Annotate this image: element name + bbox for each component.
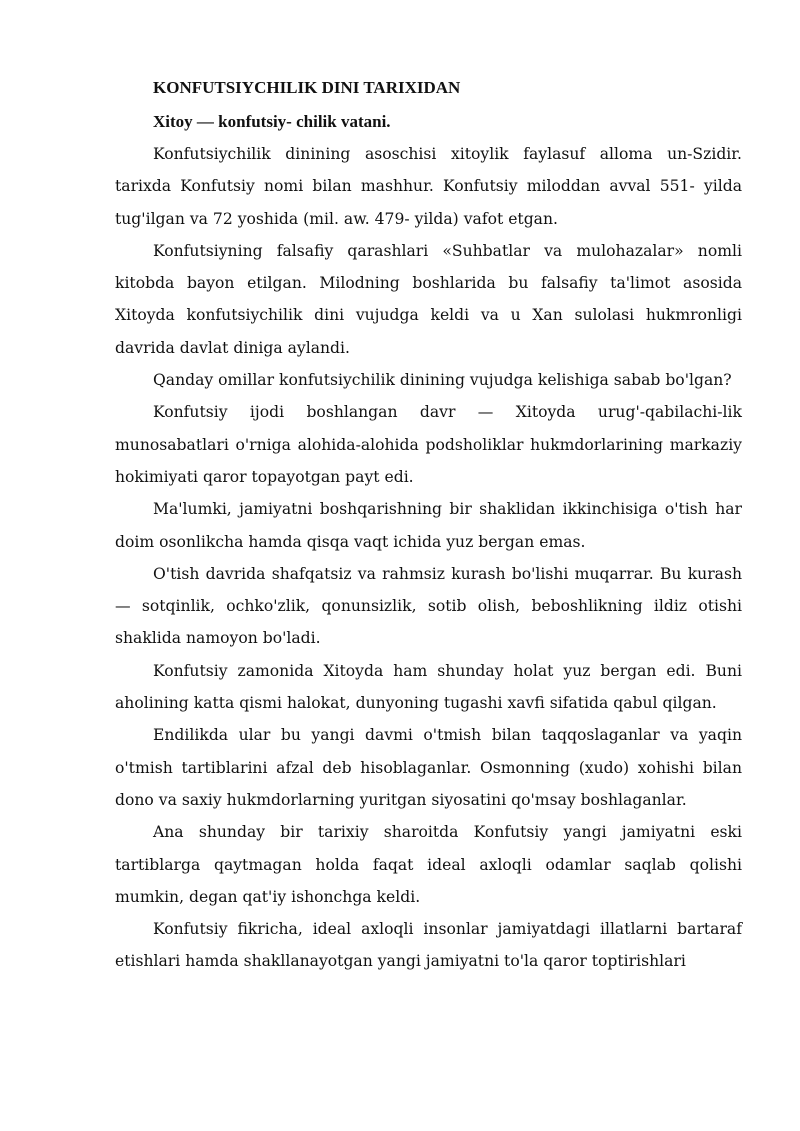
document-page — [115, 72, 742, 978]
paragraph: Ana shunday bir tarixiy sharoitda Konfutsiy yangi jamiyatni eski tartiblarga qaytmagan holda faqat ideal axloqli odamlar saqlab qolishi mumkin, degan qat'iy ishonchga keldi. — [115, 823, 742, 906]
paragraph: Konfutsiy fikricha, ideal axloqli insonlar jamiyatdagi illatlarni bartaraf etishlari hamda shakllanayotgan yangi jamiyatni to'la qaror toptirishlari — [115, 920, 742, 971]
document-title: KONFUTSIYCHILIK DINI TARIXIDAN — [153, 78, 461, 97]
paragraph: Konfutsiy ijodi boshlangan davr — Xitoyda urug'-qabilachi-lik munosabatlari o'rniga alohida-alohida podsholiklar hukmdorlarining markaziy hokimiyati qaror topayotgan payt edi. — [115, 403, 742, 486]
paragraph: Qanday omillar konfutsiychilik dinining vujudga kelishiga sabab bo'lgan? — [153, 371, 732, 390]
document-subtitle: Xitoy — konfutsiy- chilik vatani. — [153, 112, 391, 131]
paragraph: Endilikda ular bu yangi davmi o'tmish bilan taqqoslaganlar va yaqin o'tmish tartiblarini afzal deb hisoblaganlar. Osmonning (xudo) xohishi bilan dono va saxiy hukmdorlarning yuritgan siyosatini qo'msay boshlaganlar. — [115, 726, 742, 809]
paragraph: O'tish davrida shafqatsiz va rahmsiz kurash bo'lishi muqarrar. Bu kurash — sotqinlik, ochko'zlik, qonunsizlik, sotib olish, beboshlikning ildiz otishi shaklida namoyon bo'ladi. — [115, 564, 742, 648]
paragraph: Konfutsiy zamonida Xitoyda ham shunday holat yuz bergan edi. Buni aholining katta qismi halokat, dunyoning tugashi xavfi sifatida qabul qilgan. — [115, 661, 742, 713]
paragraph: Konfutsiyning falsafiy qarashlari «Suhbatlar va mulohazalar» nomli kitobda bayon etilgan. Milodning boshlarida bu falsafiy ta'limot asosida Xitoyda konfutsiychilik dini vujudga keldi va u Xan sulolasi hukmronligi davrida davlat diniga aylandi. — [115, 241, 742, 357]
paragraph: Ma'lumki, jamiyatni boshqarishning bir shaklidan ikkinchisiga o'tish har doim osonlikcha hamda qisqa vaqt ichida yuz bergan emas. — [115, 500, 742, 551]
paragraph: Konfutsiychilik dinining asoschisi xitoylik faylasuf alloma un-Szidir. tarixda Konfutsiy nomi bilan mashhur. Konfutsiy miloddan avval 551- yilda tug'ilgan va 72 yoshida (mil. aw. 479- yilda) vafot etgan. — [115, 145, 742, 228]
